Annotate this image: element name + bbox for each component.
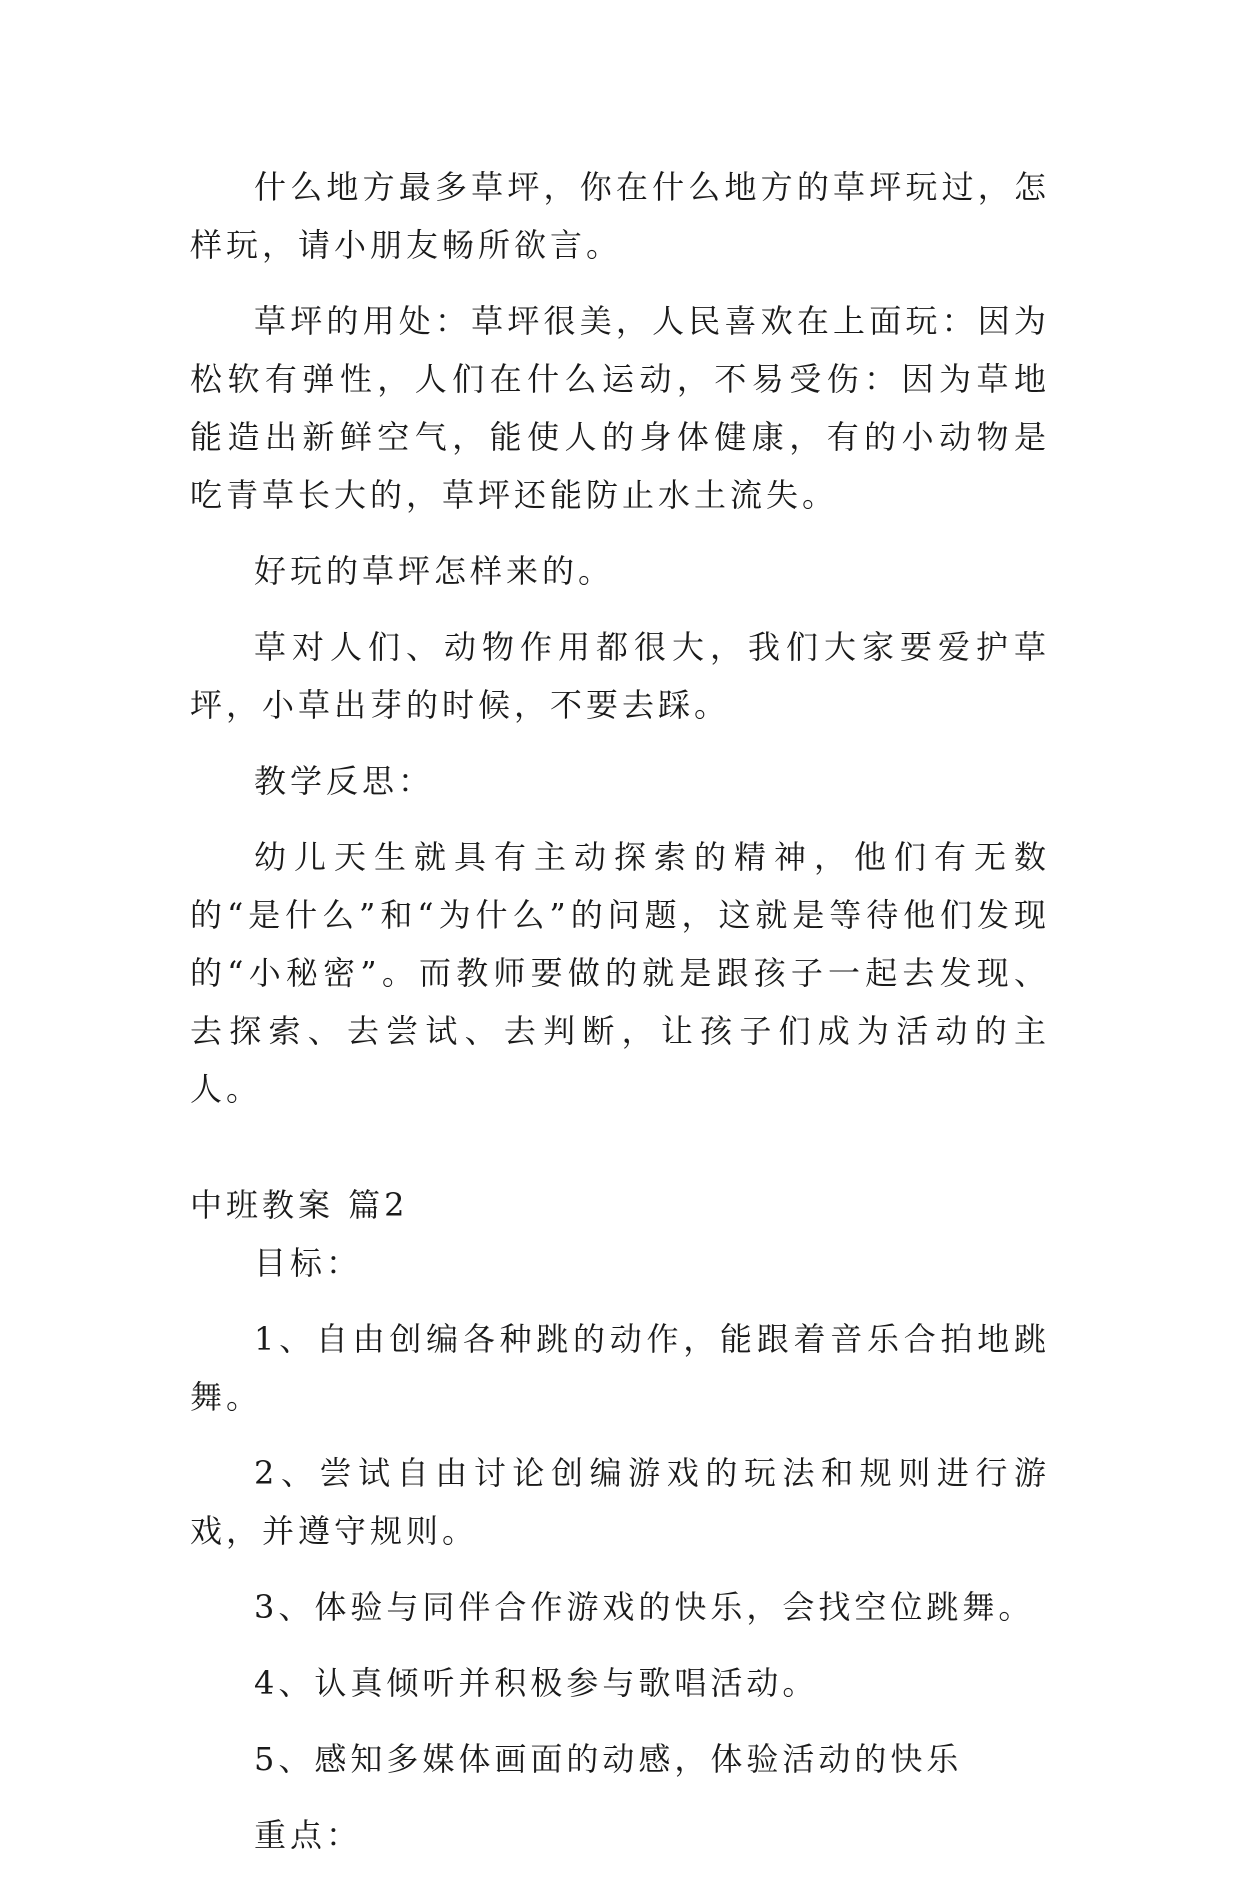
paragraph: 什么地方最多草坪，你在什么地方的草坪玩过，怎样玩，请小朋友畅所欲言。: [190, 168, 1050, 264]
paragraph: 好玩的草坪怎样来的。: [254, 552, 615, 590]
document-body: [190, 158, 1050, 1882]
paragraph: 1、自由创编各种跳的动作，能跟着音乐合拍地跳舞。: [190, 1320, 1050, 1416]
paragraph: 3、体验与同伴合作游戏的快乐，会找空位跳舞。: [254, 1588, 1035, 1626]
paragraph: 4、认真倾听并积极参与歌唱活动。: [254, 1664, 819, 1702]
paragraph: 教学反思：: [254, 762, 435, 800]
paragraph: 2、尝试自由讨论创编游戏的玩法和规则进行游戏，并遵守规则。: [190, 1454, 1050, 1550]
paragraph: 草对人们、动物作用都很大，我们大家要爱护草坪，小草出芽的时候，不要去踩。: [190, 628, 1050, 724]
paragraph: 草坪的用处：草坪很美，人民喜欢在上面玩：因为松软有弹性，人们在什么运动，不易受伤：因为草地能造出新鲜空气，能使人的身体健康，有的小动物是吃青草长大的，草坪还能防止水土流失。: [190, 302, 1050, 514]
paragraph: 幼儿天生就具有主动探索的精神，他们有无数的“是什么”和“为什么”的问题，这就是等待他们发现的“小秘密”。而教师要做的就是跟孩子一起去发现、去探索、去尝试、去判断，让孩子们成为活动的主人。: [190, 838, 1050, 1108]
section-heading: 中班教案 篇2: [190, 1186, 409, 1224]
paragraph: 重点：: [254, 1816, 363, 1854]
paragraph: 5、感知多媒体画面的动感，体验活动的快乐: [254, 1740, 963, 1778]
paragraph: 目标：: [254, 1244, 363, 1282]
